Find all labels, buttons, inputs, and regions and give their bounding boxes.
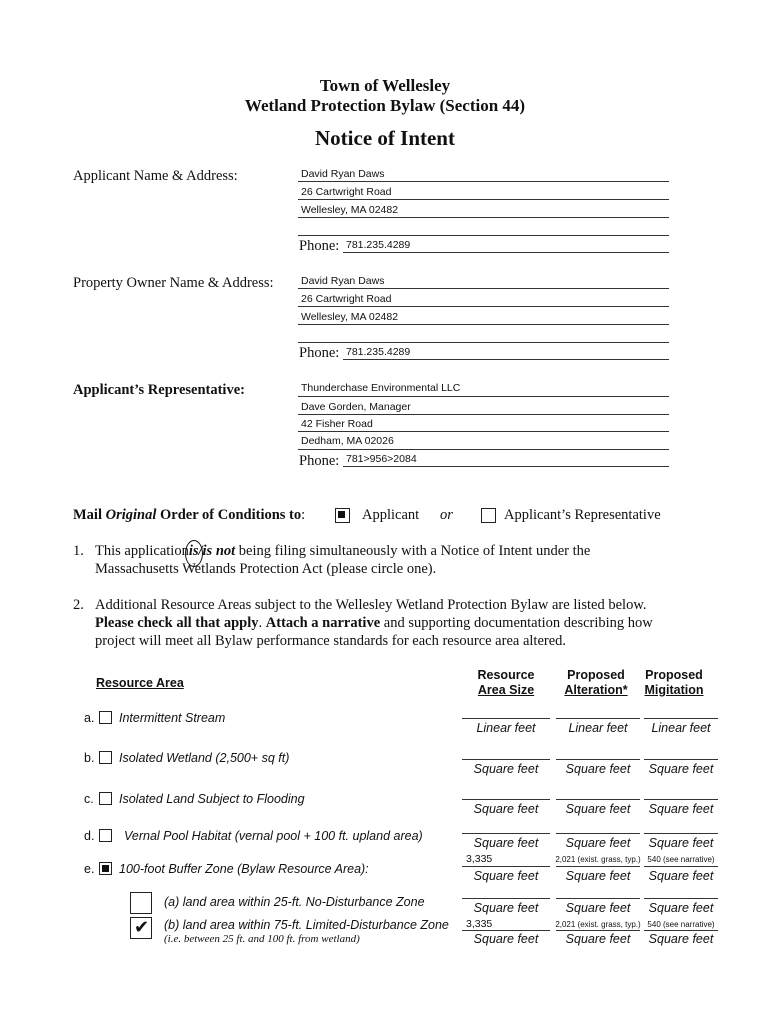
row-d-alteration-unit: Square feet — [565, 836, 631, 850]
row-e-mitigation-unit: Square feet — [648, 869, 714, 883]
row-d-mitigation-unit: Square feet — [648, 836, 714, 850]
row-e-mitigation-value[interactable]: 540 (see narrative) — [647, 855, 715, 864]
mail-or-text: or — [440, 507, 453, 523]
row-b-alteration-unit: Square feet — [565, 762, 631, 776]
row-a-alteration-unit: Linear feet — [568, 721, 628, 735]
rep-street-field[interactable]: 42 Fisher Road — [301, 418, 373, 430]
col-header-size: Resource Area Size — [477, 668, 535, 697]
sub-b-mitigation-unit: Square feet — [648, 932, 714, 946]
q1-number: 1. — [73, 543, 84, 559]
row-a-mitigation-unit: Linear feet — [651, 721, 711, 735]
row-a-size-unit: Linear feet — [476, 721, 536, 735]
row-a-checkbox[interactable] — [99, 711, 112, 724]
bylaw-title: Wetland Protection Bylaw (Section 44) — [244, 96, 526, 115]
mail-applicant-label: Applicant — [362, 507, 420, 523]
q2-text-line1: Additional Resource Areas subject to the Wellesley Wetland Protection Bylaw are listed below. — [95, 597, 647, 613]
owner-phone-field[interactable]: 781.235.4289 — [346, 346, 411, 358]
applicant-name-field[interactable]: David Ryan Daws — [301, 168, 385, 180]
sub-a-checkbox[interactable] — [130, 892, 152, 914]
row-d-checkbox[interactable] — [99, 829, 112, 842]
mail-label: Mail Original Order of Conditions to: — [73, 507, 306, 523]
rep-company-field[interactable]: Thunderchase Environmental LLC — [301, 382, 461, 394]
q2-text-line3: project will meet all Bylaw performance standards for each resource area altered. — [95, 633, 567, 649]
applicant-street-field[interactable]: 26 Cartwright Road — [301, 186, 392, 198]
row-e-alteration-unit: Square feet — [565, 869, 631, 883]
applicant-phone-label: Phone: — [299, 238, 340, 254]
mail-rep-checkbox[interactable] — [481, 508, 496, 523]
applicant-label: Applicant Name & Address: — [73, 168, 238, 184]
page-title: Notice of Intent — [315, 126, 455, 150]
q2-number: 2. — [73, 597, 84, 613]
owner-city-field[interactable]: Wellesley, MA 02482 — [301, 311, 399, 323]
sub-a-label: (a) land area within 25-ft. No-Disturbance Zone — [164, 895, 425, 909]
sub-b-note: (i.e. between 25 ft. and 100 ft. from wetland) — [164, 933, 360, 945]
row-c-size-unit: Square feet — [473, 802, 539, 816]
applicant-phone-field[interactable]: 781.235.4289 — [346, 239, 411, 251]
sub-a-mitigation-unit: Square feet — [648, 901, 714, 915]
rep-phone-field[interactable]: 781>956>2084 — [346, 453, 417, 465]
mail-rep-label: Applicant’s Representative — [504, 507, 661, 523]
row-e-checkbox[interactable] — [99, 862, 112, 875]
sub-b-size-value[interactable]: 3,335 — [466, 918, 493, 930]
rep-contact-field[interactable]: Dave Gorden, Manager — [301, 401, 411, 413]
row-c-mitigation-unit: Square feet — [648, 802, 714, 816]
row-b-letter: b. — [84, 751, 95, 765]
row-e-size-value[interactable]: 3,335 — [466, 853, 493, 865]
q1-text-line2: Massachusetts Wetlands Protection Act (please circle one). — [95, 561, 437, 577]
owner-label: Property Owner Name & Address: — [73, 275, 274, 291]
row-c-alteration-unit: Square feet — [565, 802, 631, 816]
sub-b-mitigation-value[interactable]: 540 (see narrative) — [647, 920, 715, 929]
sub-b-size-unit: Square feet — [473, 932, 539, 946]
row-c-letter: c. — [84, 792, 94, 806]
q1-text: This applicationis /is not being filing simultaneously with a Notice of Intent under the — [95, 542, 590, 560]
col-header-mitigation: Proposed Migitation — [644, 668, 704, 697]
row-c-label: Isolated Land Subject to Flooding — [119, 792, 305, 806]
owner-name-field[interactable]: David Ryan Daws — [301, 275, 385, 287]
row-d-label: Vernal Pool Habitat (vernal pool + 100 ft. upland area) — [124, 829, 423, 843]
rep-phone-label: Phone: — [299, 453, 340, 469]
col-header-resource-area: Resource Area — [96, 676, 184, 690]
row-d-letter: d. — [84, 829, 95, 843]
row-b-mitigation-unit: Square feet — [648, 762, 714, 776]
row-d-size-unit: Square feet — [473, 836, 539, 850]
rep-city-field[interactable]: Dedham, MA 02026 — [301, 435, 394, 447]
representative-label: Applicant’s Representative: — [73, 382, 245, 398]
town-title: Town of Wellesley — [319, 76, 451, 95]
sub-b-label: (b) land area within 75-ft. Limited-Disturbance Zone — [164, 918, 449, 932]
row-b-label: Isolated Wetland (2,500+ sq ft) — [119, 751, 290, 765]
row-e-alteration-value[interactable]: 2,021 (exist. grass, typ.) — [555, 855, 641, 864]
applicant-city-field[interactable]: Wellesley, MA 02482 — [301, 204, 399, 216]
row-e-label: 100-foot Buffer Zone (Bylaw Resource Area): — [119, 862, 369, 876]
sub-b-checkbox[interactable] — [130, 917, 152, 939]
row-b-checkbox[interactable] — [99, 751, 112, 764]
sub-a-size-unit: Square feet — [473, 901, 539, 915]
mail-applicant-checkbox[interactable] — [335, 508, 350, 523]
q2-text-line2: Please check all that apply. Attach a narrative and supporting documentation describing how — [95, 615, 653, 631]
row-b-size-unit: Square feet — [473, 762, 539, 776]
row-e-size-unit: Square feet — [473, 869, 539, 883]
sub-a-alteration-unit: Square feet — [565, 901, 631, 915]
checkmark-icon: ✔ — [134, 917, 150, 938]
row-c-checkbox[interactable] — [99, 792, 112, 805]
owner-street-field[interactable]: 26 Cartwright Road — [301, 293, 392, 305]
owner-phone-label: Phone: — [299, 345, 340, 361]
row-a-letter: a. — [84, 711, 95, 725]
row-a-label: Intermittent Stream — [119, 711, 226, 725]
sub-b-alteration-value[interactable]: 2,021 (exist. grass, typ.) — [555, 920, 641, 929]
row-e-letter: e. — [84, 862, 95, 876]
sub-b-alteration-unit: Square feet — [565, 932, 631, 946]
col-header-alteration: Proposed Alteration* — [564, 668, 628, 697]
